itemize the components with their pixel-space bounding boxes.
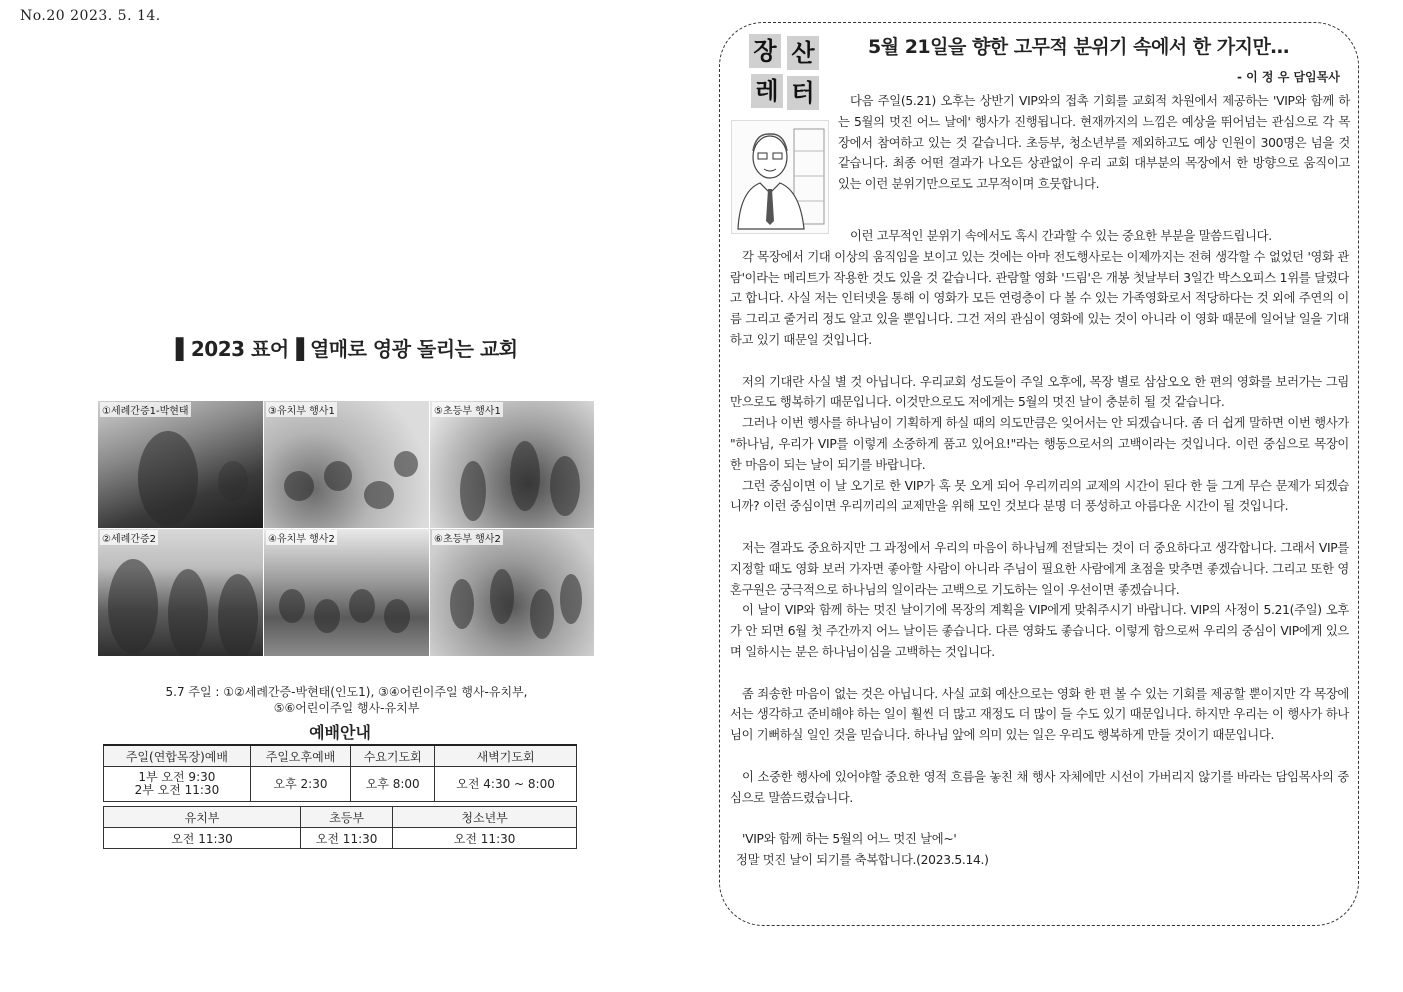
paragraph: 저의 기대란 사실 별 것 아닙니다. 우리교회 성도들이 주일 오후에, 목장 별로 삼삼오오 한 편의 영화를 보러가는 그림만으로도 행복하기 때문입니다. 이것만으로도 저에게는 5월의 멋진 날이 충분히 될 것 같습니다. — [730, 374, 1349, 410]
photo-elementary-event-1 — [430, 401, 595, 529]
paragraph: 각 목장에서 기대 이상의 움직임을 보이고 있는 것에는 아마 전도행사로는 이제까지는 전혀 생각할 수 없었던 '영화 관람'이라는 메리트가 작용한 것도 있을 것 같습니다. 관람할 영화 '드림'은 개봉 첫날부터 3일간 박스오피스 1위를 달렸다고 합니다. 사실 저는 인터넷을 통해 이 영화가 모든 연령층이 다 볼 수 있는 가족영화로서 적당하다는 것 외에 주연의 이름 그리고 줄거리 정도 알고 있을 뿐입니다. 그건 저의 관심이 영화에 있는 것이 아니라 이 영화 때문에 일어날 일을 기대하고 있기 때문일 것입니다. — [730, 249, 1349, 347]
sunday-service-2: 2부 오전 11:30 — [134, 783, 220, 797]
paragraph: 그러나 이번 행사를 하나님이 기획하게 하실 때의 의도만큼은 잊어서는 안 되겠습니다. 좀 더 쉽게 말하면 이번 행사가 "하나님, 우리가 VIP를 이렇게 소중하게 품고 있어요!"라는 행동으로서의 고백이라는 것입니다. 이런 중심으로 목장이 한 마음이 되는 날이 되기를 바랍니다. — [730, 416, 1349, 472]
photo-caption: ②세례간증2 — [100, 530, 158, 545]
photo-description-line: 5.7 주일 : ①②세례간증-박현태(인도1), ③④어린이주일 행사-유치부, — [165, 685, 528, 699]
photo-description — [98, 684, 595, 716]
dept-time-youth: 오전 11:30 — [393, 828, 577, 849]
dept-header-elementary: 초등부 — [301, 807, 393, 828]
worship-schedule-table — [103, 720, 577, 849]
paragraph: 이 날이 VIP와 함께 하는 멋진 날이기에 목장의 계획을 VIP에게 맞춰주시기 바랍니다. VIP의 사정이 5.21(주일) 오후가 안 되면 6월 첫 주간까지 어느 날이든 좋습니다. 다른 영화도 좋습니다. 이렇게 함으로써 우리의 중심이 VIP에게 있으며 일하시는 분은 하나님이심을 고백하는 것입니다. — [730, 603, 1349, 659]
photo-description-line: ⑤⑥어린이주일 행사-유치부 — [273, 701, 420, 715]
badge-char: 터 — [787, 76, 819, 110]
dept-time-elementary: 오전 11:30 — [301, 828, 393, 849]
paragraph: 이런 고무적인 분위기 속에서도 혹시 간과할 수 있는 중요한 부분을 말씀드립니다. — [850, 229, 1272, 243]
col-header-sunday: 주일(연합목장)예배 — [104, 745, 251, 767]
photo-baptism-testimony-2 — [98, 529, 264, 657]
sunday-service-1: 1부 오전 9:30 — [138, 770, 216, 784]
badge-char: 장 — [749, 34, 781, 68]
afternoon-time: 오후 2:30 — [250, 767, 350, 802]
photo-kindergarten-event-1 — [264, 401, 430, 529]
wednesday-time: 오후 8:00 — [351, 767, 435, 802]
paragraph: 좀 죄송한 마음이 없는 것은 아닙니다. 사실 교회 예산으로는 영화 한 편 볼 수 있는 기회를 제공할 뿐이지만 각 목장에서는 생각하고 준비해야 하는 일이 훨씬 더 많고 재정도 더 많이 들 수도 있기 때문입니다. 하지만 우리는 이 행사가 하나님이 기뻐하실 일인 것을 믿습니다. 하나님 앞에 의미 있는 일은 우리도 행복하게 만들 것이기 때문입니다. — [730, 686, 1349, 743]
letter-body — [730, 226, 1349, 871]
photo-elementary-event-2 — [430, 529, 595, 657]
dawn-time: 오전 4:30 ~ 8:00 — [435, 767, 577, 802]
paragraph: 다음 주일(5.21) 오후는 상반기 VIP와의 접촉 기회를 교회적 차원에서 제공하는 'VIP와 함께 하는 5월의 멋진 어느 날에' 행사가 진행됩니다. 현재까지의 느낌은 예상을 뛰어넘는 관심으로 각 목장에서 참여하고 있는 것 같습니다. 초등부, 청소년부를 제외하고도 예상 인원이 300명은 넘을 것 같습니다. 최종 어떤 결과가 나오든 상관없이 우리 교회 대부분의 목장에서 한 방향으로 움직이고 있는 이런 분위기만으로도 고무적이며 흐뭇합니다. — [838, 94, 1350, 192]
photo-caption: ⑤초등부 행사1 — [432, 402, 503, 417]
dept-header-kindergarten: 유치부 — [104, 807, 301, 828]
pastor-portrait-sketch — [731, 120, 829, 234]
photo-caption: ③유치부 행사1 — [266, 402, 337, 417]
col-header-wednesday: 수요기도회 — [351, 745, 435, 767]
photo-caption: ④유치부 행사2 — [266, 530, 337, 545]
photo-grid — [98, 401, 595, 657]
closing-line: 'VIP와 함께 하는 5월의 어느 멋진 날에~' — [742, 832, 957, 847]
photo-baptism-testimony-1 — [98, 401, 264, 529]
paragraph: 이 소중한 행사에 있어야할 중요한 영적 흐름을 놓친 채 행사 자체에만 시선이 가버리지 않기를 바라는 담임목사의 중심으로 말씀드렸습니다. — [730, 769, 1349, 805]
col-header-dawn: 새벽기도회 — [435, 745, 577, 767]
paragraph: 그런 중심이면 이 날 오기로 한 VIP가 혹 못 오게 되어 우리끼리의 교제의 시간이 된다 한 들 그게 무슨 문제가 되겠습니까? 이런 중심이면 우리끼리의 교제만을 위해 모인 것보다 분명 더 풍성하고 아름다운 시간이 될 것입니다. — [730, 478, 1349, 514]
dept-header-youth: 청소년부 — [393, 807, 577, 828]
photo-caption: ⑥초등부 행사2 — [432, 530, 503, 545]
worship-schedule-title: 예배안내 — [104, 720, 577, 745]
church-motto: ▌2023 표어▐ 열매로 영광 돌리는 교회 — [176, 337, 518, 361]
letter-paragraph-1 — [838, 91, 1350, 195]
letter-badge — [749, 34, 821, 110]
letter-author: - 이 정 우 담임목사 — [1237, 70, 1340, 84]
dept-time-kindergarten: 오전 11:30 — [104, 828, 301, 849]
badge-char: 레 — [751, 74, 783, 108]
badge-char: 산 — [787, 36, 819, 70]
closing-blessing: 정말 멋진 날이 되기를 축복합니다.(2023.5.14.) — [736, 852, 989, 867]
paragraph: 저는 결과도 중요하지만 그 과정에서 우리의 마음이 하나님께 전달되는 것이 더 중요하다고 생각합니다. 그래서 VIP를 지정할 때도 영화 보러 가자면 좋아할 사람이 아니라 주님이 필요한 사람에게 초점을 맞추면 좋겠습니다. 그리고 또한 영혼구원은 궁극적으로 하나님의 일이라는 고백으로 기도하는 일이 우선이면 좋겠습니다. — [730, 540, 1349, 597]
issue-number: No.20 2023. 5. 14. — [20, 8, 161, 24]
photo-caption: ①세례간증1-박현태 — [100, 402, 191, 417]
sunday-times — [104, 767, 251, 802]
photo-kindergarten-event-2 — [264, 529, 430, 657]
letter-title: 5월 21일을 향한 고무적 분위기 속에서 한 가지만… — [868, 36, 1289, 58]
col-header-afternoon: 주일오후예배 — [250, 745, 350, 767]
